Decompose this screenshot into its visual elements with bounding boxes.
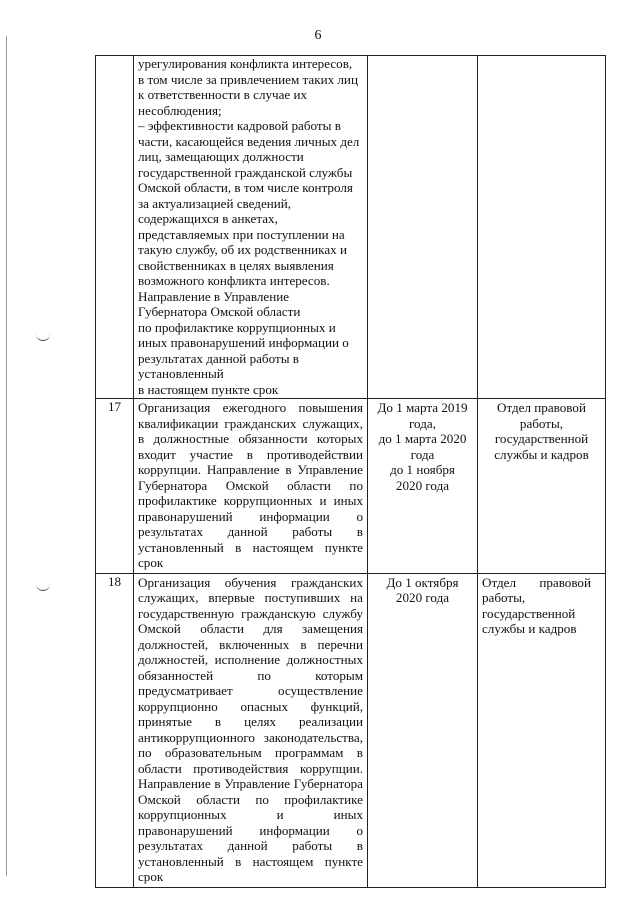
responsible-line: службы и кадров — [494, 446, 589, 462]
responsible-line: Отдел правовой — [497, 400, 586, 415]
responsible-line: работы, — [519, 415, 564, 431]
deadline-line: До 1 марта 2019 — [377, 400, 468, 415]
text-line: части, касающейся ведения личных дел — [138, 133, 360, 149]
margin-mark — [36, 330, 50, 341]
text-line: к ответственности в случае их — [138, 87, 308, 102]
scan-edge-line — [6, 36, 7, 876]
measure-text — [134, 56, 368, 399]
text-line: Омской области, в том числе контроля — [138, 180, 353, 195]
deadline-cell — [368, 56, 478, 399]
text-line: государственной гражданской службы — [138, 164, 353, 180]
text-line: лиц, замещающих должности — [138, 149, 304, 164]
row-number — [96, 56, 134, 399]
text-line: – эффективности кадровой работы в — [138, 118, 341, 133]
table-row — [96, 399, 606, 574]
text-line: за актуализацией сведений, — [138, 195, 292, 211]
text-line: в настоящем пункте срок — [138, 381, 279, 397]
responsible-cell: Отдел правовой работы, государственной службы и кадров — [478, 573, 606, 887]
row-number: 17 — [96, 399, 134, 574]
text-line: установленный — [138, 366, 224, 381]
responsible-cell — [478, 56, 606, 399]
deadline-line: 2020 года — [395, 590, 450, 605]
page-number: 6 — [314, 28, 322, 43]
text-line: содержащихся в анкетах, — [138, 211, 278, 226]
deadline-cell — [368, 399, 478, 574]
text-line: свойственниках в целях выявления — [138, 257, 334, 273]
text-line: в том числе за привлечением таких лиц — [138, 71, 358, 87]
deadline-line: года, — [409, 415, 436, 431]
deadline-line: 2020 года — [395, 477, 450, 493]
deadline-cell — [368, 573, 478, 887]
table-row — [96, 56, 606, 399]
text-line: урегулирования конфликта интересов, — [138, 56, 353, 71]
responsible-cell — [478, 399, 606, 574]
text-line: представляемых при поступлении на — [138, 226, 345, 242]
measure-text: Организация ежегодного повышения квалификации гражданских служащих, в должностные обязанности которых входит участие в противодействии коррупции. Направление в Управление Губернатора Омской области по профилактике коррупционных и иных правонарушений информации о результатах данной работы в установленный в настоящем пункте срок — [134, 399, 368, 574]
measure-text: Организация обучения гражданских служащих, впервые поступивших на государственную гражданскую службу Омской области для замещения должностей, включенных в перечни должностей, исполнение должностных обязанностей по которым предусматривает осуществление коррупционно опасных функций, принятые в целях реализации антикоррупционного законодательства, по образовательным программам в области противодействия коррупции. Направление в Управление Губернатора Омской области по профилактике коррупционных и иных правонарушений информации о результатах данной работы в установленный в настоящем пункте срок — [134, 573, 368, 887]
responsible-line: государственной — [494, 431, 589, 446]
deadline-line: До 1 октября — [386, 574, 459, 590]
text-line: иных правонарушений информации о — [138, 335, 349, 350]
deadline-line: до 1 марта 2020 — [378, 431, 467, 446]
measures-table — [95, 55, 606, 888]
text-line: Направление в Управление — [138, 288, 290, 304]
text-line: несоблюдения; — [138, 102, 222, 118]
margin-mark — [36, 580, 50, 591]
deadline-line: года — [410, 446, 435, 462]
text-line: Губернатора Омской области — [138, 304, 301, 319]
text-line: результатах данной работы в — [138, 350, 299, 366]
text-line: такую службу, об их родственниках и — [138, 242, 347, 257]
text-line: возможного конфликта интересов. — [138, 273, 330, 288]
text-line: по профилактике коррупционных и — [138, 319, 336, 335]
row-number: 18 — [96, 573, 134, 887]
table-row — [96, 573, 606, 887]
deadline-line: до 1 ноября — [390, 462, 455, 477]
